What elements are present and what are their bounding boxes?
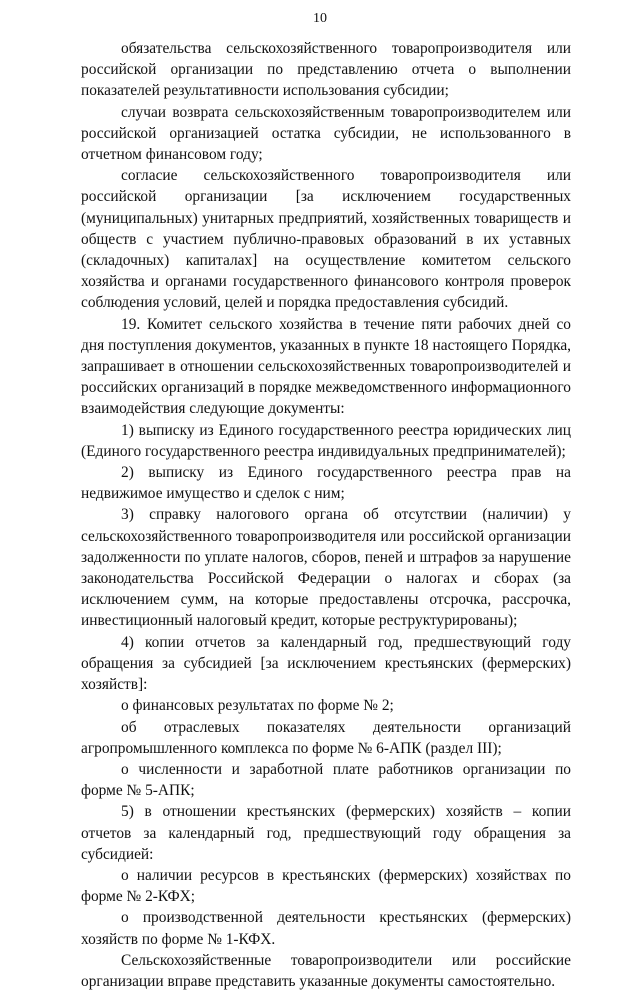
paragraph-inspection-consent: согласие сельскохозяйственного товаропроизводителя или российской организации [за исключением государственных (муниципальных) унитарных предприятий, хозяйственных товариществ и обществ с участием публично-правовых образований в их уставных (складочных) капиталах] на осуществление комитетом сельского хозяйства и органами государственного финансового контроля проверок соблюдения условий, целей и порядка предоставления субсидий. xyxy=(81,167,571,312)
sub-item-form-2-kfh: о наличии ресурсов в крестьянских (фермерских) хозяйствах по форме № 2-КФХ; xyxy=(81,866,571,906)
sub-item-form-5-apk: о численности и заработной плате работников организации по форме № 5-АПК; xyxy=(81,760,571,800)
list-item-1-legal-entities-extract: 1) выписку из Единого государственного реестра юридических лиц (Единого государственного реестра индивидуальных предпринимателей); xyxy=(81,421,571,460)
list-item-5-farm-reports: 5) в отношении крестьянских (фермерских) хозяйств – копии отчетов за календарный год, предшествующий году обращения за субсидией: xyxy=(81,803,571,863)
sub-item-form-2: о финансовых результатах по форме № 2; xyxy=(121,697,394,715)
paragraph-self-submission: Сельскохозяйственные товаропроизводители или российские организации вправе представить указанные документы самостоятельно. xyxy=(81,951,571,990)
list-item-3-tax-certificate: 3) справку налогового органа об отсутствии (наличии) у сельскохозяйственного товаропроизводителя или российской организации задолженности по уплате налогов, сборов, пеней и штрафов за нарушение законодательства Российской Федерации о налогах и сборах (за исключением сумм, на которые предоставлены отсрочка, рассрочка, инвестиционный налоговый кредит, которые реструктурированы); xyxy=(81,506,571,630)
list-item-4-report-copies: 4) копии отчетов за календарный год, предшествующий году обращения за субсидией [за исключением крестьянских (фермерских) хозяйств]: xyxy=(81,633,571,694)
paragraph-reporting-obligation: обязательства сельскохозяйственного товаропроизводителя или российской организации по представлению отчета о выполнении показателей результативности использования субсидии; xyxy=(81,40,571,100)
sub-item-form-1-kfh: о производственной деятельности крестьянских (фермерских) хозяйств по форме № 1-КФХ. xyxy=(81,909,571,948)
sub-item-form-6-apk: об отраслевых показателях деятельности организаций агропромышленного комплекса по форме № 6-АПК (раздел III); xyxy=(81,718,571,757)
paragraph-subsidy-return: случаи возврата сельскохозяйственным товаропроизводителем или российской организацией остатка субсидии, не использованного в отчетном финансовом году; xyxy=(81,103,571,164)
page-number: 10 xyxy=(313,11,327,26)
list-item-2-real-estate-extract: 2) выписку из Единого государственного реестра прав на недвижимое имущество и сделок с ним; xyxy=(81,464,571,503)
paragraph-item-19: 19. Комитет сельского хозяйства в течение пяти рабочих дней со дня поступления документов, указанных в пункте 18 настоящего Порядка, запрашивает в отношении сельскохозяйственных товаропроизводителей и российских организаций в порядке межведомственного информационного взаимодействия следующие документы: xyxy=(81,315,571,418)
document-body xyxy=(81,38,571,992)
